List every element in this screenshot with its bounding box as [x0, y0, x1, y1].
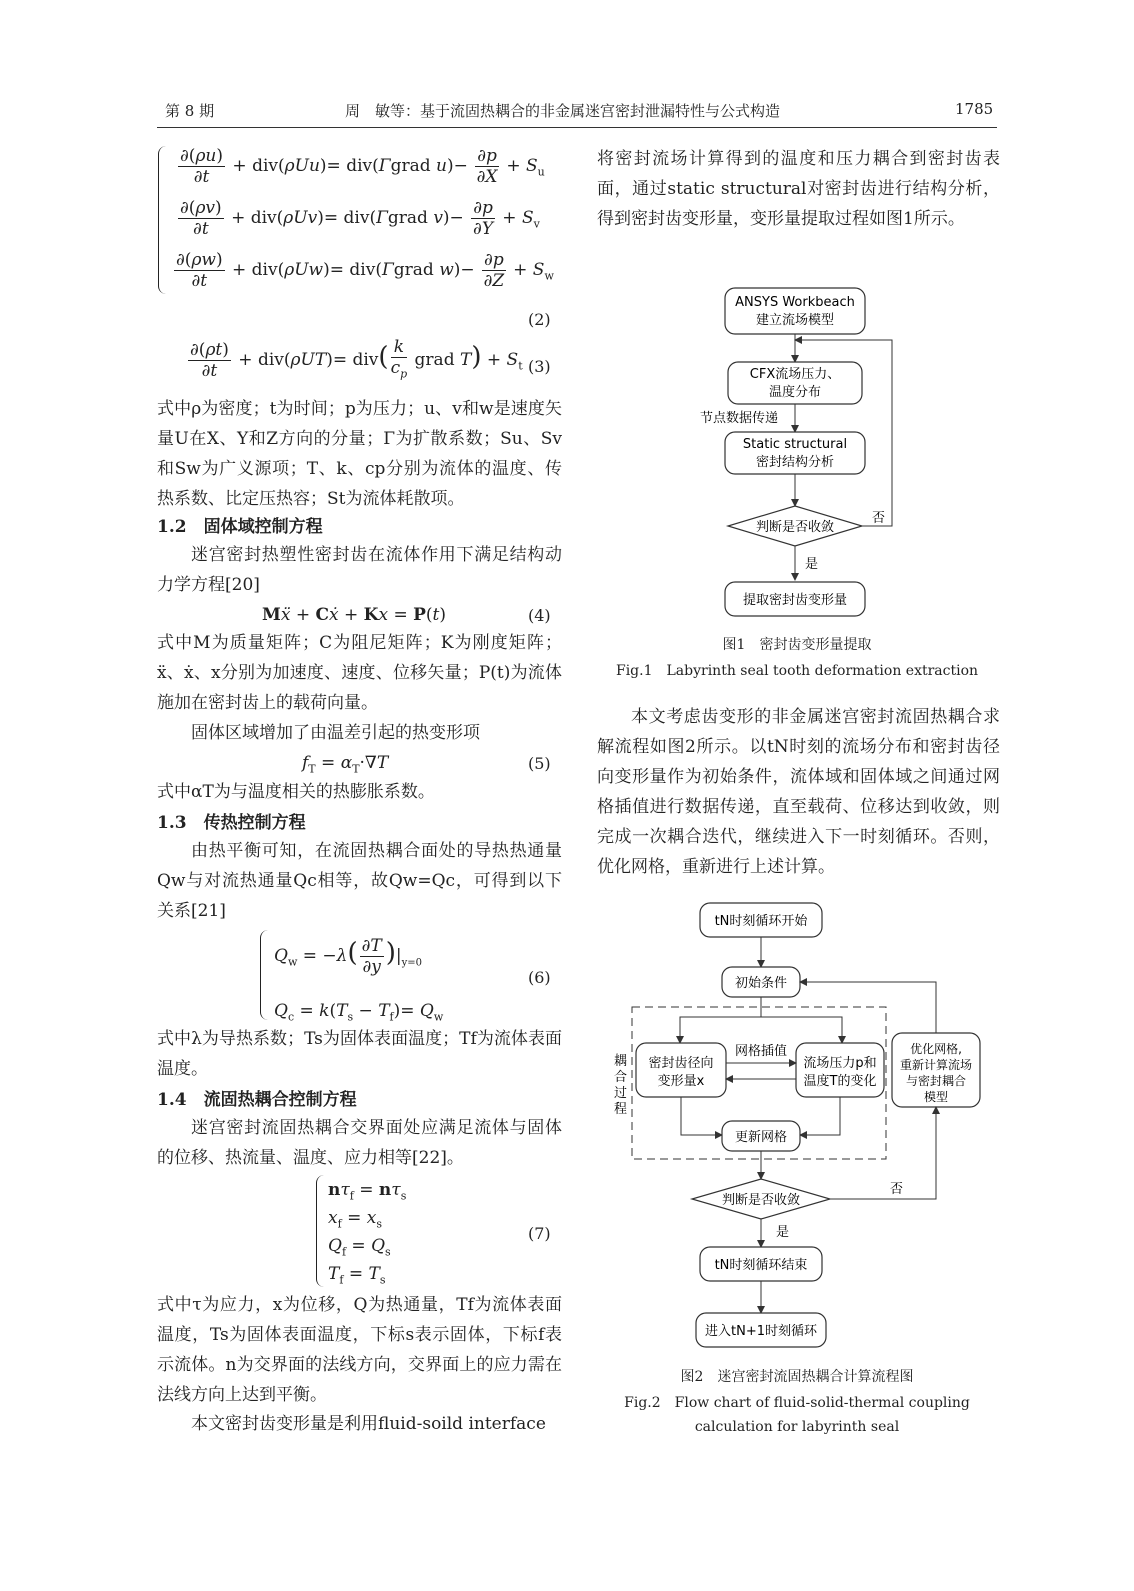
box-start-label: tN时刻循环开始: [714, 914, 808, 929]
arrow-init-right: [761, 1017, 842, 1043]
label-no: 否: [872, 511, 886, 526]
paragraph-heat: 由热平衡可知，在流固热耦合面处的导热热通量Qw与对流热通量Qc相等，故Qw=Qc，可得到以下关系[21]: [157, 841, 562, 921]
box-workbench-line2: 建立流场模型: [755, 313, 835, 328]
box-update-label: 更新网格: [734, 1130, 788, 1145]
figure-2-caption-cn: 图2 迷宫密封流固热耦合计算流程图: [680, 1369, 914, 1385]
label-yes: 是: [805, 557, 819, 572]
page-number: 1785: [955, 100, 994, 118]
paragraph-conductivity: 式中λ为导热系数；Ts为固体表面温度；Tf为流体表面温度。: [157, 1029, 562, 1079]
figure-1-caption-cn: 图1 密封齿变形量提取: [722, 637, 872, 653]
box-static-line1: Static structural: [742, 437, 848, 452]
box-end-label: tN时刻循环结束: [714, 1258, 808, 1273]
box-flow-line1: 流场压力p和: [803, 1056, 877, 1071]
eq2-brace: [158, 146, 169, 294]
paragraph-solid: 迷宫密封热塑性密封齿在流体作用下满足结构动力学方程[20]: [157, 545, 562, 595]
coupling-label: 耦合过程: [614, 1054, 628, 1117]
figure-2-caption-en-2: calculation for labyrinth seal: [694, 1419, 900, 1435]
decision-label: 判断是否收敛: [755, 520, 835, 535]
equation-5: $f_T = \alpha_T\cdot\nabla T$: [302, 753, 389, 776]
eq6-brace: [260, 930, 271, 1020]
equation-2-row2: $\frac{\partial(\rho v)}{\partial t}$ + div(ρUv)= div(Γgrad v)− $\frac{\partial p}{\partial Y}$ + $S_v$: [180, 198, 540, 239]
box-workbench-line1: ANSYS Workbeach: [735, 295, 855, 310]
arrow-decision-optimize: [830, 1107, 936, 1199]
paragraph-coupling-intro: 将密封流场计算得到的温度和压力耦合到密封齿表面，通过static structural对密封齿进行结构分析，得到密封齿变形量，变形量提取过程如图1所示。: [597, 149, 1000, 229]
equation-7-row4: $T_f = T_s$: [328, 1264, 386, 1287]
section-1-3-heading: 1.3 传热控制方程: [157, 813, 306, 833]
paragraph-fsi-flow: 本文考虑齿变形的非金属迷宫密封流固热耦合求解流程如图2所示。以tN时刻的流场分布和密封齿径向变形量作为初始条件，流体域和固体域之间通过网格插值进行数据传递，直至载荷、位移达到收敛，则完成一次耦合迭代，继续进入下一时刻循环。否则，优化网格，重新进行上述计算。: [597, 707, 1000, 877]
arrow-init-left: [680, 997, 761, 1043]
running-title: 周 敏等：基于流固热耦合的非金属迷宫密封泄漏特性与公式构造: [345, 102, 781, 120]
equation-4-number: (4): [528, 606, 551, 625]
label-no-2: 否: [890, 1182, 904, 1197]
equation-6-number: (6): [528, 968, 551, 987]
box-optimize-line1: 优化网格,: [910, 1042, 962, 1056]
box-optimize-line2: 重新计算流场: [899, 1058, 973, 1072]
equation-7-number: (7): [528, 1224, 551, 1243]
box-deformation-line1: 密封齿径向: [648, 1056, 714, 1071]
paragraph-deformation: 本文密封齿变形量是利用fluid-soild interface: [191, 1414, 546, 1434]
section-1-4-heading: 1.4 流固热耦合控制方程: [157, 1090, 357, 1110]
box-next-label: 进入tN+1时刻循环: [705, 1324, 817, 1339]
equation-5-number: (5): [528, 754, 551, 773]
box-extract-label: 提取密封齿变形量: [742, 593, 848, 608]
decision2-label: 判断是否收敛: [721, 1193, 801, 1208]
header-rule: [157, 127, 997, 128]
figure-2-caption-en-1: Fig.2 Flow chart of fluid-solid-thermal coupling: [624, 1395, 970, 1411]
issue-number: 第 8 期: [165, 102, 215, 120]
box-flow-line2: 温度T的变化: [803, 1074, 877, 1089]
arrow-left-update: [681, 1097, 722, 1135]
box-optimize-line3: 与密封耦合: [905, 1074, 967, 1088]
box-init-label: 初始条件: [734, 976, 788, 991]
paragraph-thermal-term: 固体区域增加了由温差引起的热变形项: [191, 723, 480, 743]
equation-7-row1: $n\tau_f = n\tau_s$: [328, 1180, 407, 1203]
equation-2-row1: $\frac{\partial(\rho u)}{\partial t}$ + div(ρUu)= div(Γgrad u)− $\frac{\partial p}{\partial X}$ + $S_u$: [180, 146, 545, 187]
box-static-line2: 密封结构分析: [755, 455, 835, 470]
section-1-2-heading: 1.2 固体域控制方程: [157, 517, 323, 537]
arrow-right-update: [800, 1097, 840, 1135]
label-yes-2: 是: [776, 1225, 790, 1240]
box-cfx-line2: 温度分布: [768, 385, 822, 400]
equation-3-number: (3): [528, 357, 551, 376]
equation-6-row2: $Q_c = k(T_s - T_f)= Q_w$: [274, 1001, 444, 1024]
eq7-brace: [316, 1175, 327, 1287]
paragraph-interface: 式中τ为应力，x为位移，Q为热通量，Tf为流体表面温度，Ts为固体表面温度，下标s表示固体，下标f表示流体。n为交界面的法线方向，交界面上的应力需在法线方向上达到平衡。: [157, 1295, 562, 1405]
equation-7-row3: $Q_f = Q_s$: [328, 1236, 391, 1259]
figure-1-flowchart: [600, 280, 1000, 620]
box-optimize-line4: 模型: [923, 1090, 949, 1104]
box-deformation-line2: 变形量x: [657, 1074, 705, 1089]
figure-2-flowchart: [600, 895, 1000, 1355]
equation-3: $\frac{\partial(\rho t)}{\partial t}$ + div(ρUT)= div( $\frac{k}{c_p}$ grad $T) + S_t$: [190, 337, 523, 382]
paragraph-expansion: 式中αT为与温度相关的热膨胀系数。: [157, 782, 435, 802]
box-cfx-line1: CFX流场压力、: [749, 367, 841, 382]
equation-7-row2: $x_f = x_s$: [328, 1208, 382, 1231]
paragraph-matrices: 式中M为质量矩阵；C为阻尼矩阵；K为刚度矩阵；ẍ、ẋ、x分别为加速度、速度、位移矢量；P(t)为流体施加在密封齿上的载荷向量。: [157, 633, 562, 713]
label-transfer: 节点数据传递: [700, 411, 779, 426]
equation-4: Mẍ + Cẋ + Kx = P(t): [262, 605, 447, 625]
label-interp: 网格插值: [734, 1044, 788, 1059]
paragraph-fsi: 迷宫密封流固热耦合交界面处应满足流体与固体的位移、热流量、温度、应力相等[22]。: [157, 1118, 562, 1168]
figure-1-caption-en: Fig.1 Labyrinth seal tooth deformation extraction: [615, 663, 979, 679]
paragraph-variables: 式中ρ为密度；t为时间；p为压力；u、v和w是速度矢量U在X、Y和Z方向的分量；Γ为扩散系数；Su、Sv和Sw为广义源项；T、k、cp分别为流体的温度、传热系数、比定压热容；St为流体耗散项。: [157, 399, 562, 509]
equation-2-row3: $\frac{\partial(\rho w)}{\partial t}$ + div(ρUw)= div(Γgrad w)− $\frac{\partial p}{\partial Z}$ + $S_w$: [176, 250, 554, 291]
equation-6-row1: $Q_w = -\lambda$( $\frac{\partial T}{\partial y}$ )$|_{y=0}$: [274, 936, 423, 977]
equation-2-number: (2): [528, 310, 551, 329]
